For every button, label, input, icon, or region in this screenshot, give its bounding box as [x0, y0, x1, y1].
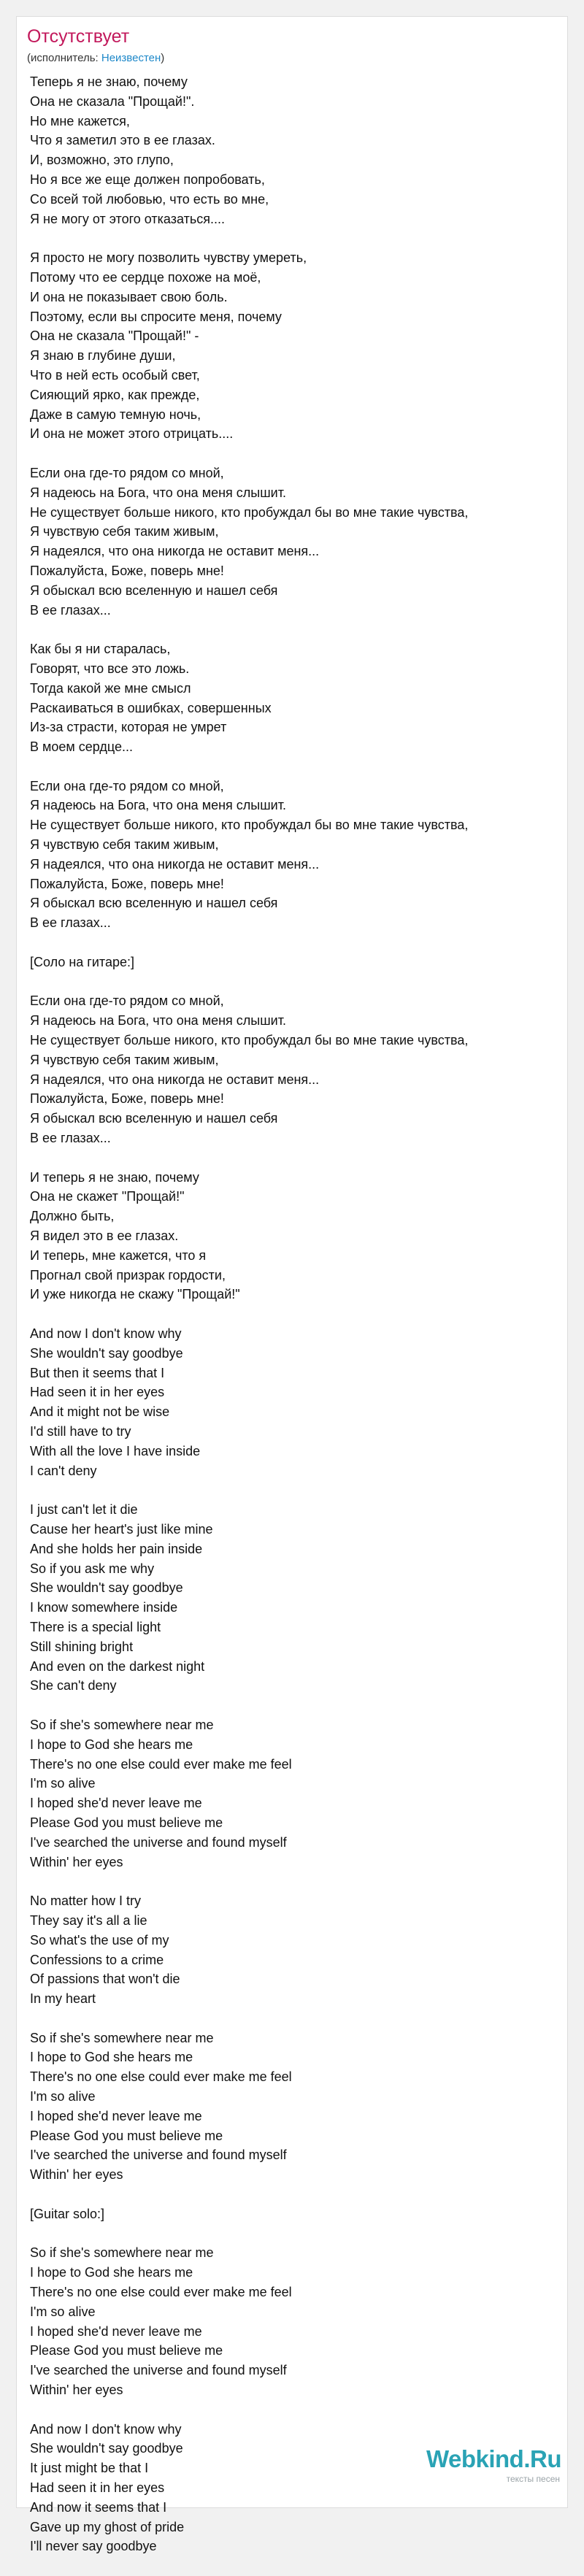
- lyric-line: Я видел это в ее глазах.: [30, 1229, 179, 1244]
- lyric-line: И она не показывает свою боль.: [30, 289, 228, 304]
- lyric-line: Тогда какой же мне смысл: [30, 680, 191, 696]
- artist-line: [27, 52, 164, 64]
- lyric-line: I'll never say goodbye: [30, 2539, 157, 2554]
- lyric-line: So if she's somewhere near me: [30, 2245, 214, 2261]
- lyric-line: Раскаиваться в ошибках, совершенных: [30, 700, 272, 715]
- lyrics-stanza: [30, 2204, 560, 2224]
- lyrics-stanza: [30, 2029, 560, 2185]
- lyric-line: Сияющий ярко, как прежде,: [30, 387, 200, 402]
- lyric-line: Пожалуйста, Боже, поверь мне!: [30, 563, 224, 578]
- lyric-line: Она не сказала "Прощай!" -: [30, 328, 199, 344]
- lyrics-stanza: [30, 1324, 560, 1480]
- lyric-line: And now I don't know why: [30, 2421, 182, 2437]
- lyrics-card: [16, 16, 568, 2554]
- lyric-line: Она не скажет "Прощай!": [30, 1189, 185, 1204]
- lyric-line: And now I don't know why: [30, 1326, 182, 1341]
- lyric-line: Что в ней есть особый свет,: [30, 367, 200, 382]
- lyric-line: Я надеюсь на Бога, что она меня слышит.: [30, 1013, 286, 1029]
- lyrics-stanza: [30, 72, 560, 228]
- lyric-line: Что я заметил это в ее глазах.: [30, 133, 215, 148]
- lyrics-stanza: [30, 1168, 560, 1305]
- lyric-line: Поэтому, если вы спросите меня, почему: [30, 309, 282, 324]
- lyric-line: Within' her eyes: [30, 2383, 123, 2398]
- site-watermark: [412, 2440, 566, 2491]
- lyric-line: I just can't let it die: [30, 1502, 138, 1518]
- lyric-line: So if you ask me why: [30, 1561, 155, 1576]
- lyrics-stanza: [30, 1500, 560, 1696]
- lyric-line: She wouldn't say goodbye: [30, 2441, 183, 2456]
- lyric-line: There's no one else could ever make me feel: [30, 2285, 292, 2300]
- lyric-line: And even on the darkest night: [30, 1658, 205, 1674]
- lyric-line: She wouldn't say goodbye: [30, 1345, 183, 1361]
- lyrics-body: [30, 72, 560, 2576]
- lyric-line: И теперь я не знаю, почему: [30, 1169, 199, 1185]
- lyric-line: Я знаю в глубине души,: [30, 348, 176, 364]
- lyric-line: Потому что ее сердце похоже на моё,: [30, 269, 261, 285]
- lyric-line: I've searched the universe and found myself: [30, 2363, 287, 2378]
- watermark-logo: Webkind.Ru: [426, 2445, 561, 2472]
- lyric-line: In my heart: [30, 1991, 96, 2007]
- lyric-line: Please God you must believe me: [30, 1815, 223, 1830]
- lyric-line: Я чувствую себя таким живым,: [30, 1052, 219, 1067]
- lyric-line: So if she's somewhere near me: [30, 1717, 214, 1732]
- lyric-line: Теперь я не знаю, почему: [30, 74, 188, 89]
- lyric-line: I'd still have to try: [30, 1423, 131, 1439]
- lyric-line: I'm so alive: [30, 2089, 96, 2104]
- lyric-line: В ее глазах...: [30, 1131, 111, 1146]
- lyric-line: Не существует больше никого, кто пробуждал бы во мне такие чувства,: [30, 504, 469, 520]
- lyric-line: With all the love I have inside: [30, 1443, 201, 1458]
- lyric-line: I'm so alive: [30, 1776, 96, 1791]
- song-title: Отсутствует: [27, 26, 130, 47]
- lyric-line: She can't deny: [30, 1678, 117, 1693]
- lyric-line: Я обыскал всю вселенную и нашел себя: [30, 896, 278, 911]
- lyric-line: There's no one else could ever make me feel: [30, 2069, 292, 2085]
- lyric-line: И теперь, мне кажется, что я: [30, 1247, 207, 1263]
- artist-link[interactable]: Неизвестен: [101, 52, 161, 64]
- lyric-line: So what's the use of my: [30, 1932, 169, 1948]
- lyric-line: It just might be that I: [30, 2461, 149, 2476]
- artist-suffix: ): [161, 52, 165, 64]
- lyrics-stanza: [30, 1891, 560, 2009]
- lyric-line: Пожалуйста, Боже, поверь мне!: [30, 1091, 224, 1107]
- lyric-line: Within' her eyes: [30, 2167, 123, 2183]
- lyrics-stanza: [30, 248, 560, 444]
- lyric-line: Если она где-то рядом со мной,: [30, 993, 224, 1009]
- lyric-line: Had seen it in her eyes: [30, 1385, 165, 1400]
- lyric-line: Не существует больше никого, кто пробуждал бы во мне такие чувства,: [30, 1033, 469, 1048]
- lyric-line: I'm so alive: [30, 2304, 96, 2319]
- lyric-line: I hope to God she hears me: [30, 1737, 193, 1752]
- lyric-line: And now it seems that I: [30, 2499, 167, 2515]
- lyrics-stanza: [30, 2243, 560, 2399]
- lyric-line: Должно быть,: [30, 1209, 115, 1224]
- lyric-line: Я обыскал всю вселенную и нашел себя: [30, 583, 278, 598]
- lyric-line: Но я все же еще должен попробовать,: [30, 172, 265, 187]
- lyric-line: Даже в самую темную ночь,: [30, 407, 201, 422]
- lyric-line: Of passions that won't die: [30, 1972, 180, 1987]
- lyric-line: В моем сердце...: [30, 739, 134, 755]
- lyric-line: I hope to God she hears me: [30, 2265, 193, 2280]
- lyrics-stanza: [30, 953, 560, 972]
- lyric-line: Прогнал свой призрак гордости,: [30, 1267, 226, 1283]
- lyric-line: Говорят, что все это ложь.: [30, 661, 190, 676]
- lyric-line: [Guitar solo:]: [30, 2206, 105, 2221]
- lyric-line: И уже никогда не скажу "Прощай!": [30, 1287, 240, 1302]
- lyric-line: И, возможно, это глупо,: [30, 153, 174, 168]
- lyric-line: I hoped she'd never leave me: [30, 2108, 202, 2123]
- lyric-line: Я чувствую себя таким живым,: [30, 837, 219, 853]
- lyric-line: Я надеялся, что она никогда не оставит меня...: [30, 544, 320, 559]
- lyric-line: I can't deny: [30, 1463, 97, 1478]
- lyric-line: And it might not be wise: [30, 1404, 170, 1420]
- lyrics-stanza: [30, 777, 560, 933]
- lyric-line: В ее глазах...: [30, 915, 111, 931]
- lyric-line: Как бы я ни старалась,: [30, 642, 171, 657]
- lyric-line: Я не могу от этого отказаться....: [30, 211, 225, 226]
- lyric-line: Я надеялся, что она никогда не оставит меня...: [30, 1072, 320, 1087]
- lyric-line: Я надеюсь на Бога, что она меня слышит.: [30, 798, 286, 813]
- lyric-line: Если она где-то рядом со мной,: [30, 465, 224, 480]
- lyric-line: No matter how I try: [30, 1893, 142, 1909]
- lyric-line: Я надеюсь на Бога, что она меня слышит.: [30, 485, 286, 500]
- lyrics-stanza: [30, 464, 560, 620]
- lyric-line: И она не может этого отрицать....: [30, 426, 234, 442]
- lyric-line: I've searched the universe and found myself: [30, 1834, 287, 1850]
- lyric-line: Please God you must believe me: [30, 2128, 223, 2143]
- lyric-line: Не существует больше никого, кто пробуждал бы во мне такие чувства,: [30, 818, 469, 833]
- lyric-line: Но мне кажется,: [30, 113, 130, 128]
- lyric-line: I know somewhere inside: [30, 1600, 178, 1615]
- lyric-line: Я обыскал всю вселенную и нашел себя: [30, 1111, 278, 1126]
- lyric-line: Со всей той любовью, что есть во мне,: [30, 191, 269, 207]
- lyric-line: Я просто не могу позволить чувству умереть,: [30, 250, 307, 266]
- lyric-line: But then it seems that I: [30, 1365, 165, 1380]
- lyric-line: [Соло на гитаре:]: [30, 954, 134, 969]
- lyric-line: Please God you must believe me: [30, 2343, 223, 2358]
- lyric-line: I hoped she'd never leave me: [30, 2323, 202, 2339]
- lyric-line: I've searched the universe and found myself: [30, 2148, 287, 2163]
- lyric-line: В ее глазах...: [30, 602, 111, 618]
- lyric-line: Within' her eyes: [30, 1854, 123, 1869]
- lyric-line: Gave up my ghost of pride: [30, 2519, 185, 2534]
- artist-prefix: (исполнитель:: [27, 52, 101, 64]
- lyric-line: Она не сказала "Прощай!".: [30, 93, 195, 109]
- lyric-line: They say it's all a lie: [30, 1912, 147, 1928]
- lyric-line: Пожалуйста, Боже, поверь мне!: [30, 876, 224, 891]
- lyrics-stanza: [30, 1715, 560, 1872]
- lyric-line: Cause her heart's just like mine: [30, 1521, 213, 1537]
- lyric-line: Если она где-то рядом со мной,: [30, 778, 224, 793]
- lyric-line: Я чувствую себя таким живым,: [30, 524, 219, 539]
- watermark-tagline: тексты песен: [506, 2474, 560, 2484]
- lyric-line: Had seen it in her eyes: [30, 2480, 165, 2496]
- lyric-line: I hoped she'd never leave me: [30, 1796, 202, 1811]
- lyric-line: And she holds her pain inside: [30, 1541, 203, 1556]
- lyrics-stanza: [30, 991, 560, 1147]
- lyric-line: Я надеялся, что она никогда не оставит меня...: [30, 856, 320, 872]
- lyrics-stanza: [30, 639, 560, 757]
- lyric-line: Still shining bright: [30, 1639, 134, 1654]
- lyric-line: Confessions to a crime: [30, 1952, 164, 1967]
- lyric-line: I hope to God she hears me: [30, 2050, 193, 2065]
- lyric-line: So if she's somewhere near me: [30, 2030, 214, 2045]
- lyric-line: Из-за страсти, которая не умрет: [30, 720, 227, 735]
- lyric-line: There is a special light: [30, 1619, 161, 1634]
- lyric-line: There's no one else could ever make me feel: [30, 1756, 292, 1772]
- lyric-line: She wouldn't say goodbye: [30, 1580, 183, 1596]
